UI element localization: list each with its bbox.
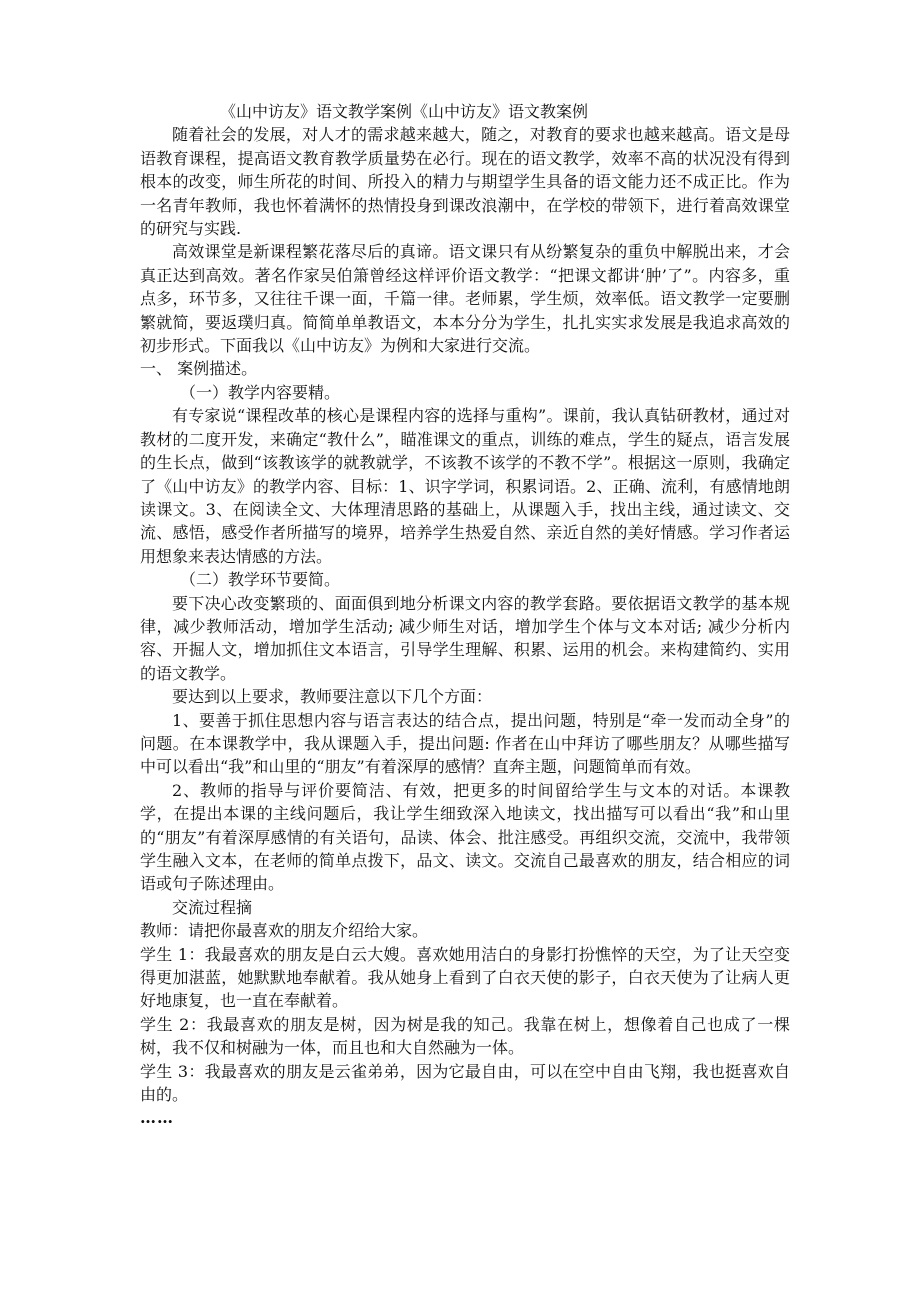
intro-paragraph-1: 随着社会的发展，对人才的需求越来越大，随之，对教育的要求也越来越高。语文是母语教育课程，提高语文教育教学质量势在必行。现在的语文教学，效率不高的状况没有得到根本的改变，师生所花的时间、所投入的精力与期望学生具备的语文能力还不成正比。作为一名青年教师，我也怀着满怀的热情投身到课改浪潮中，在学校的带领下，进行着高效课堂的研究与实践. bbox=[140, 125, 790, 239]
content-paragraph: 有专家说“课程改革的核心是课程内容的选择与重构”。课前，我认真钻研教材，通过对教材的二度开发，来确定“教什么”，瞄准课文的重点，训练的难点，学生的疑点，语言发展的生长点，做到“该教该学的就教就学，不该教不该学的不教不学”。根据这一原则，我确定了《山中访友》的教学内容、目标：1、识字学词，积累词语。2、正确、流利，有感情地朗读课文。3、在阅读全文、大体理清思路的基础上，从课题入手，找出主线，通过读文、交流、感悟，感受作者所描写的境界，培养学生热爱自然、亲近自然的美好情感。学习作者运用想象来表达情感的方法。 bbox=[140, 406, 790, 566]
section-heading-case-description: 一、 案例描述。 bbox=[140, 359, 258, 379]
intro-paragraph-2: 高效课堂是新课程繁花落尽后的真谛。语文课只有从纷繁复杂的重负中解脱出来，才会真正达到高效。著名作家吴伯箫曾经这样评价语文教学：“把课文都讲‘肿’了”。内容多，重点多，环节多，又往往千课一面，千篇一律。老师累，学生烦，效率低。语文教学一定要删繁就简，要返璞归真。简简单单教语文，本本分分为学生，扎扎实实求发展是我追求高效的初步形式。下面我以《山中访友》为例和大家进行交流。 bbox=[140, 242, 790, 356]
excerpt-heading: 交流过程摘 bbox=[172, 897, 253, 917]
subheading-steps: （二）教学环节要简。 bbox=[180, 570, 341, 590]
document-page bbox=[140, 100, 790, 1130]
dialogue-student-2: 学生 2：我最喜欢的朋友是树，因为树是我的知己。我靠在树上，想像着自己也成了一棵树，我不仅和树融为一体，而且也和大自然融为一体。 bbox=[140, 1014, 790, 1058]
requirement-point-1: 1、要善于抓住思想内容与语言表达的结合点，提出问题，特别是“牵一发而动全身”的问题。在本课教学中，我从课题入手，提出问题: 作者在山中拜访了哪些朋友？从哪些描写中可以看出“我”和山里的“朋友”有着深厚的感情？直奔主题，问题简单而有效。 bbox=[140, 710, 790, 777]
dialogue-student-3: 学生 3：我最喜欢的朋友是云雀弟弟，因为它最自由，可以在空中自由飞翔，我也挺喜欢自由的。 bbox=[140, 1061, 790, 1105]
requirement-point-2: 2、教师的指导与评价要简洁、有效，把更多的时间留给学生与文本的对话。本课教学，在提出本课的主线问题后，我让学生细致深入地读文，找出描写可以看出“我”和山里的“朋友”有着深厚感情的有关语句，品读、体会、批注感受。再组织交流，交流中，我带领学生融入文本，在老师的简单点拨下，品文、读文。交流自己最喜欢的朋友，结合相应的词语或句子陈述理由。 bbox=[140, 780, 790, 894]
subheading-content: （一）教学内容要精。 bbox=[180, 382, 341, 402]
dialogue-student-1: 学生 1：我最喜欢的朋友是白云大嫂。喜欢她用洁白的身影打扮憔悴的天空，为了让天空变得更加湛蓝，她默默地奉献着。我从她身上看到了白衣天使的影子，白衣天使为了让病人更好地康复，也一直在奉献着。 bbox=[140, 944, 790, 1011]
requirements-intro: 要达到以上要求，教师要注意以下几个方面： bbox=[172, 687, 493, 707]
dialogue-teacher: 教师：请把你最喜欢的朋友介绍给大家。 bbox=[140, 921, 429, 941]
ellipsis: …… bbox=[140, 1108, 174, 1128]
document-title: 《山中访友》语文教学案例《山中访友》语文教案例 bbox=[220, 102, 589, 121]
steps-paragraph: 要下决心改变繁琐的、面面俱到地分析课文内容的教学套路。要依据语文教学的基本规律，减少教师活动，增加学生活动; 减少师生对话，增加学生个体与文本对话; 减少分析内容、开掘人文，增加抓住文本语言，引导学生理解、积累、运用的机会。来构建简约、实用的语文教学。 bbox=[140, 593, 790, 683]
